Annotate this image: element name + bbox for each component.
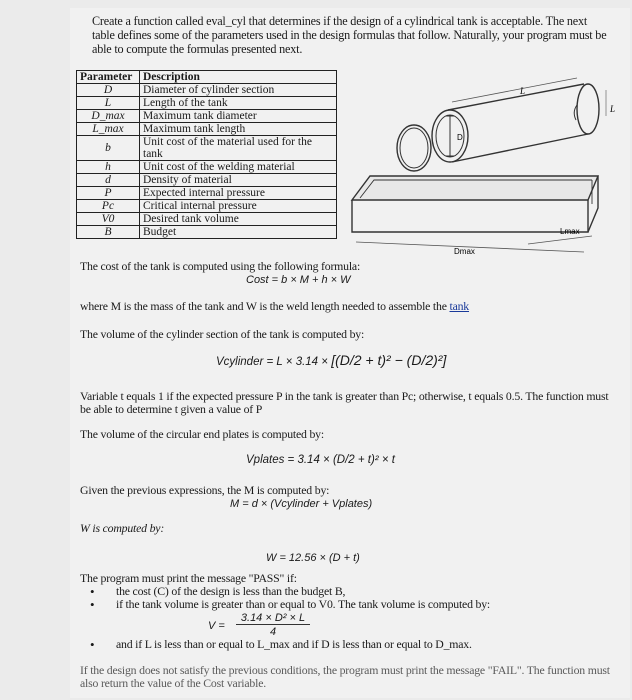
where-text: where M is the mass of the tank and W is the weld length needed to assemble the xyxy=(80,299,447,313)
document-page xyxy=(70,8,630,698)
parameter-cell: d xyxy=(77,174,140,187)
parameter-cell: Pc xyxy=(77,200,140,213)
cylinder-intro: The volume of the cylinder section of the tank is computed by: xyxy=(80,327,365,341)
table-row xyxy=(77,97,337,110)
table-row xyxy=(77,161,337,174)
list-item: • if the tank volume is greater than or equal to V0. The tank volume is computed by: xyxy=(88,598,608,611)
description-cell: Expected internal pressure xyxy=(140,187,337,200)
list-item: • and if L is less than or equal to L_max and if D is less than or equal to D_max. xyxy=(88,638,608,651)
label-D: D xyxy=(457,133,463,142)
description-cell: Desired tank volume xyxy=(140,213,337,226)
parameter-table xyxy=(76,70,337,239)
table-row xyxy=(77,110,337,123)
m-formula: M = d × (Vcylinder + Vplates) xyxy=(230,498,373,510)
description-cell: Maximum tank length xyxy=(140,123,337,136)
fail-paragraph: If the design does not satisfy the previous conditions, the program must print the message "FAIL". The function must also return the value of the Cost variable. xyxy=(80,663,610,690)
pass-conditions-list-cont xyxy=(88,638,608,651)
table-row xyxy=(77,174,337,187)
v-formula-lhs: V = xyxy=(208,620,225,632)
description-cell: Budget xyxy=(140,226,337,239)
label-L: L xyxy=(520,86,526,96)
description-cell: Maximum tank diameter xyxy=(140,110,337,123)
table-row xyxy=(77,136,337,161)
column-header-parameter: Parameter xyxy=(77,71,140,84)
list-item: • the cost (C) of the design is less than the budget B, xyxy=(88,585,608,598)
svg-text:L: L xyxy=(610,104,616,114)
parameter-cell: P xyxy=(77,187,140,200)
parameter-cell: b xyxy=(77,136,140,161)
vplates-formula: Vplates = 3.14 × (D/2 + t)² × t xyxy=(246,454,395,466)
column-header-description: Description xyxy=(140,71,337,84)
description-cell: Unit cost of the material used for the tank xyxy=(140,136,337,161)
vcylinder-lhs: Vcylinder = L × 3.14 × xyxy=(216,356,328,368)
table-row xyxy=(77,187,337,200)
parameter-cell: D_max xyxy=(77,110,140,123)
pass-intro: The program must print the message "PASS" if: xyxy=(80,571,297,585)
parameter-cell: L xyxy=(77,97,140,110)
parameter-cell: L_max xyxy=(77,123,140,136)
w-formula: W = 12.56 × (D + t) xyxy=(266,552,360,564)
table-row xyxy=(77,123,337,136)
label-Dmax: Dmax xyxy=(454,247,475,256)
table-row xyxy=(77,84,337,97)
tank-diagram xyxy=(352,76,614,260)
description-cell: Unit cost of the welding material xyxy=(140,161,337,174)
pass-conditions-list xyxy=(88,585,608,611)
table-row xyxy=(77,226,337,239)
table-row xyxy=(77,200,337,213)
v-formula-denominator: 4 xyxy=(269,626,277,638)
description-cell: Critical internal pressure xyxy=(140,200,337,213)
description-cell: Density of material xyxy=(140,174,337,187)
given-text: Given the previous expressions, the M is computed by: xyxy=(80,483,330,497)
parameter-cell: D xyxy=(77,84,140,97)
tank-link[interactable]: tank xyxy=(449,299,470,313)
parameter-cell: h xyxy=(77,161,140,174)
plates-intro: The volume of the circular end plates is computed by: xyxy=(80,427,324,441)
table-header-row xyxy=(77,71,337,84)
vcylinder-formula xyxy=(216,352,446,368)
description-cell: Length of the tank xyxy=(140,97,337,110)
vcylinder-body: [(D/2 + t)² − (D/2)²] xyxy=(331,352,447,368)
where-paragraph xyxy=(80,300,469,313)
v-formula-numerator: 3.14 × D² × L xyxy=(236,612,310,625)
w-text: W is computed by: xyxy=(80,521,165,535)
parameter-cell: V0 xyxy=(77,213,140,226)
cost-formula: Cost = b × M + h × W xyxy=(246,274,351,286)
label-Lmax: Lmax xyxy=(560,227,580,236)
intro-paragraph: Create a function called eval_cyl that determines if the design of a cylindrical tank is acceptable. The next table defines some of the parameters used in the design formulas that follow. Naturally, your program must be able to compute the formulas presented next. xyxy=(92,14,607,56)
parameter-cell: B xyxy=(77,226,140,239)
table-row xyxy=(77,213,337,226)
cost-intro: The cost of the tank is computed using the following formula: xyxy=(80,259,361,273)
description-cell: Diameter of cylinder section xyxy=(140,84,337,97)
variable-t-paragraph: Variable t equals 1 if the expected pressure P in the tank is greater than Pc; otherwise, t equals 0.5. The function must be able to determine t given a value of P xyxy=(80,389,609,416)
